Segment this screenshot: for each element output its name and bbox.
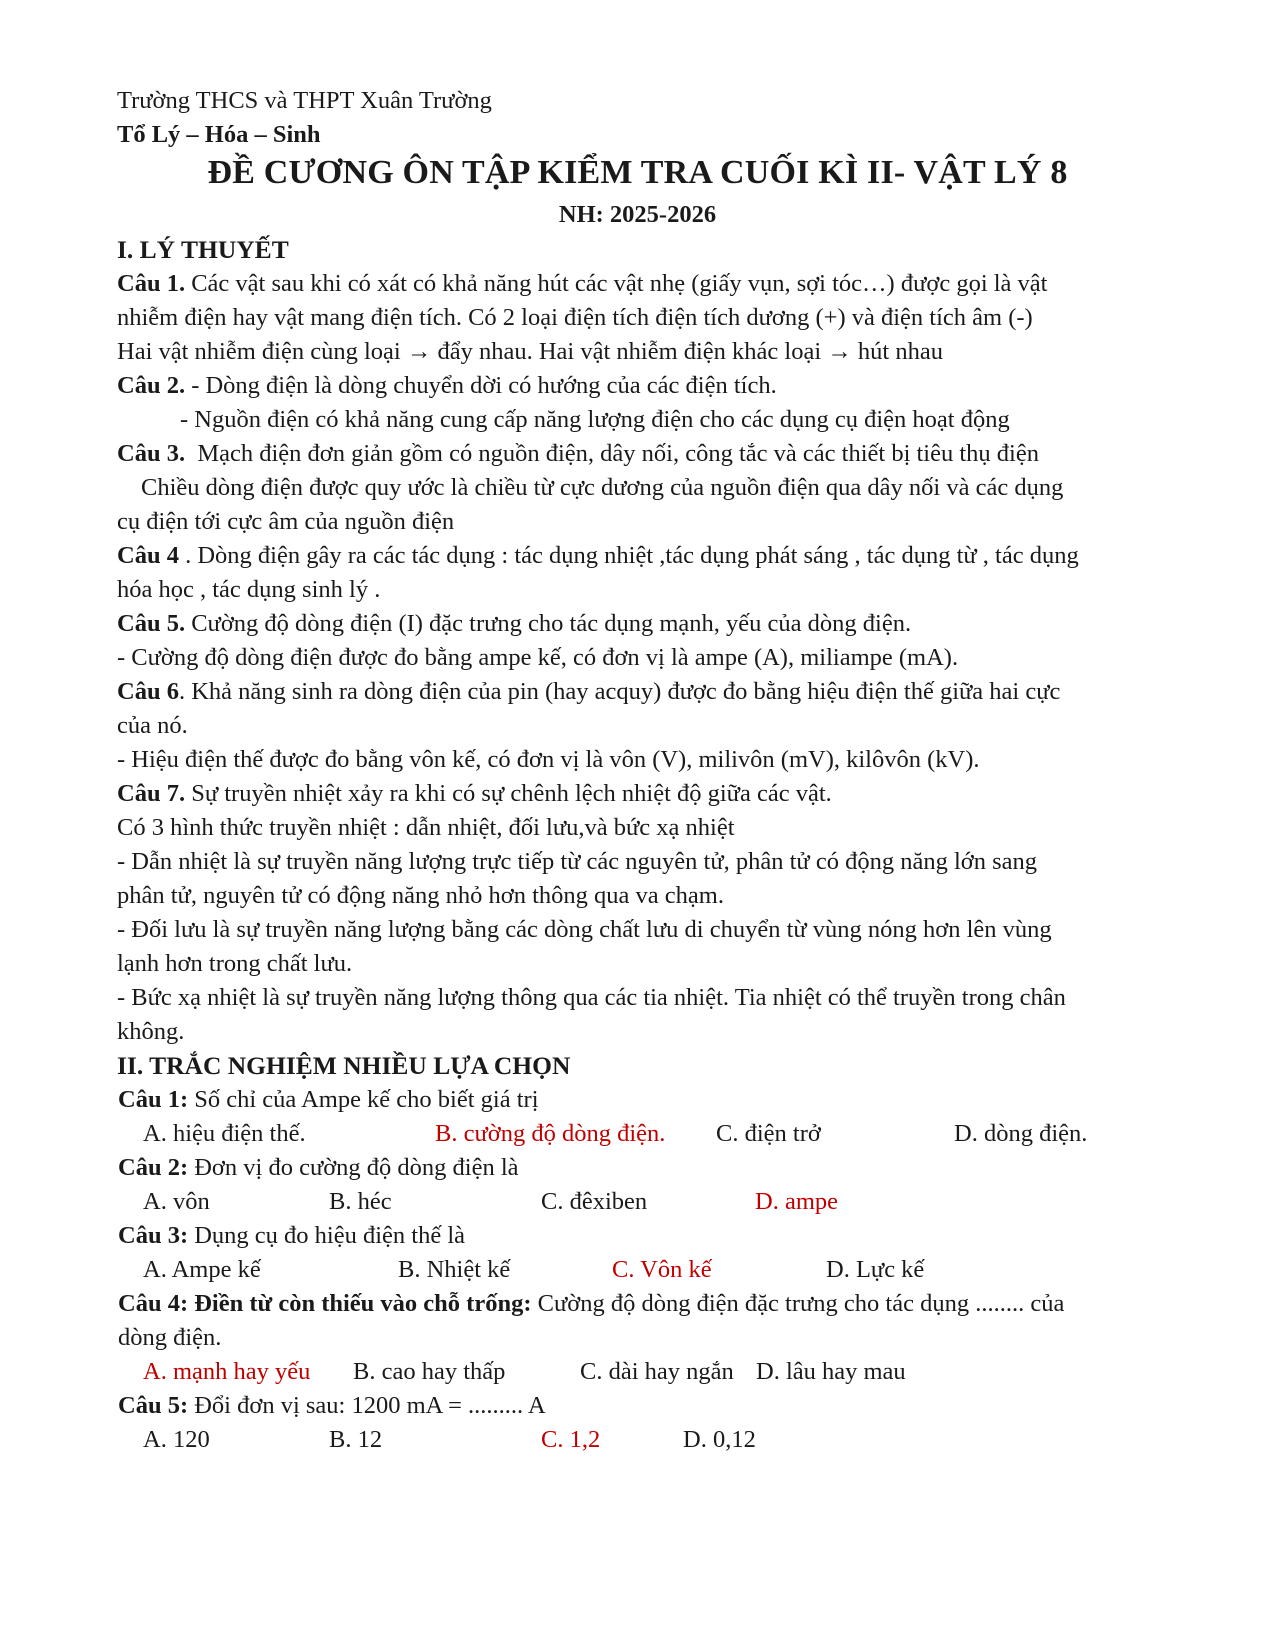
theory-q6-line2: của nó. <box>117 712 188 739</box>
quiz-q2-option-c: C. đêxiben <box>541 1188 648 1215</box>
theory-q1-line3: Hai vật nhiễm điện cùng loại → đẩy nhau. Hai vật nhiễm điện khác loại → hút nhau <box>117 338 943 365</box>
theory-q2-text: - Dòng điện là dòng chuyển dời có hướng của các điện tích. <box>185 372 777 399</box>
quiz-q4-stem <box>118 1287 1178 1321</box>
theory-q2-label: Câu 2. <box>117 372 186 399</box>
theory-q1-line1 <box>117 267 1177 301</box>
quiz-q5-option-a: A. 120 <box>143 1426 210 1453</box>
theory-q2-line2: - Nguồn điện có khả năng cung cấp năng lượng điện cho các dụng cụ điện hoạt động <box>180 406 1010 433</box>
theory-q3-line1 <box>117 437 1177 471</box>
theory-q7-line6: lạnh hơn trong chất lưu. <box>117 950 353 977</box>
department-name: Tổ Lý – Hóa – Sinh <box>117 121 321 148</box>
quiz-q2-option-a: A. vôn <box>143 1188 210 1215</box>
quiz-q1-label: Câu 1: <box>118 1086 189 1113</box>
theory-q6-line3: - Hiệu điện thế được đo bằng vôn kế, có đơn vị là vôn (V), milivôn (mV), kilôvôn (kV). <box>117 746 980 773</box>
quiz-q4-instruction: Điền từ còn thiếu vào chỗ trống: <box>188 1290 532 1317</box>
theory-q1-text: Các vật sau khi có xát có khả năng hút các vật nhẹ (giấy vụn, sợi tóc…) được gọi là vật <box>185 270 1048 297</box>
quiz-q1-stem <box>118 1083 1178 1117</box>
theory-q4-line2: hóa học , tác dụng sinh lý . <box>117 576 381 603</box>
quiz-q5-label: Câu 5: <box>118 1392 189 1419</box>
quiz-q4-stem-line2: dòng điện. <box>118 1324 222 1351</box>
quiz-q1-option-b: B. cường độ dòng điện. <box>435 1120 666 1147</box>
quiz-q1-option-c: C. điện trở <box>716 1120 821 1147</box>
theory-q7-line4: phân tử, nguyên tử có động năng nhỏ hơn thông qua va chạm. <box>117 882 724 909</box>
quiz-q1-text: Số chỉ của Ampe kế cho biết giá trị <box>188 1086 539 1113</box>
quiz-q2-label: Câu 2: <box>118 1154 189 1181</box>
school-year: NH: 2025-2026 <box>558 201 717 228</box>
theory-q3-text: Mạch điện đơn giản gồm có nguồn điện, dây nối, công tắc và các thiết bị tiêu thụ điện <box>185 440 1039 467</box>
theory-q7-line1 <box>117 777 1177 811</box>
quiz-q2-option-b: B. héc <box>329 1188 392 1215</box>
theory-q7-text: Sự truyền nhiệt xảy ra khi có sự chênh lệch nhiệt độ giữa các vật. <box>185 780 832 807</box>
quiz-q4-option-c: C. dài hay ngắn <box>580 1358 734 1385</box>
theory-q7-line7: - Bức xạ nhiệt là sự truyền năng lượng thông qua các tia nhiệt. Tia nhiệt có thể truyền trong chân <box>117 984 1066 1011</box>
theory-q7-line2: Có 3 hình thức truyền nhiệt : dẫn nhiệt, đối lưu,và bức xạ nhiệt <box>117 814 735 841</box>
quiz-q3-option-a: A. Ampe kế <box>143 1256 261 1283</box>
quiz-q4-option-a: A. mạnh hay yếu <box>143 1358 311 1385</box>
quiz-q5-option-b: B. 12 <box>329 1426 383 1453</box>
quiz-q5-option-d: D. 0,12 <box>683 1426 756 1453</box>
theory-q7-line8: không. <box>117 1018 185 1045</box>
quiz-q1-option-a: A. hiệu điện thế. <box>143 1120 306 1147</box>
quiz-q5-option-c: C. 1,2 <box>541 1426 601 1453</box>
theory-q4-line1 <box>117 539 1177 573</box>
theory-q4-label: Câu 4 <box>117 542 179 569</box>
theory-q1-line2: nhiễm điện hay vật mang điện tích. Có 2 loại điện tích điện tích dương (+) và điện tích âm (-) <box>117 304 1033 331</box>
theory-q7-line3: - Dẫn nhiệt là sự truyền năng lượng trực tiếp từ các nguyên tử, phân tử có động năng lớn sang <box>117 848 1037 875</box>
quiz-q4-label: Câu 4: <box>118 1290 189 1317</box>
theory-q5-label: Câu 5. <box>117 610 186 637</box>
quiz-heading: II. TRẮC NGHIỆM NHIỀU LỰA CHỌN <box>117 1051 571 1080</box>
school-name: Trường THCS và THPT Xuân Trường <box>117 87 492 114</box>
quiz-q4-text: Cường độ dòng điện đặc trưng cho tác dụng ........ của <box>531 1290 1065 1317</box>
theory-q3-line2: Chiều dòng điện được quy ước là chiều từ cực dương của nguồn điện qua dây nối và các dụng <box>141 474 1064 501</box>
quiz-q3-option-c: C. Vôn kế <box>612 1256 712 1283</box>
theory-q4-text: . Dòng điện gây ra các tác dụng : tác dụng nhiệt ,tác dụng phát sáng , tác dụng từ , tác dụng <box>178 542 1079 569</box>
quiz-q5-stem <box>118 1389 1178 1423</box>
theory-heading: I. LÝ THUYẾT <box>117 235 289 264</box>
theory-q2-line1 <box>117 369 1177 403</box>
quiz-q1-option-d: D. dòng điện. <box>954 1120 1088 1147</box>
quiz-q5-text: Đổi đơn vị sau: 1200 mA = ......... A <box>188 1392 546 1419</box>
quiz-q3-stem <box>118 1219 1178 1253</box>
quiz-q2-stem <box>118 1151 1178 1185</box>
quiz-q2-text: Đơn vị đo cường độ dòng điện là <box>188 1154 519 1181</box>
theory-q5-text: Cường độ dòng điện (I) đặc trưng cho tác dụng mạnh, yếu của dòng điện. <box>185 610 912 637</box>
theory-q6-line1 <box>117 675 1177 709</box>
quiz-q4-option-b: B. cao hay thấp <box>353 1358 506 1385</box>
page-title: ĐỀ CƯƠNG ÔN TẬP KIỂM TRA CUỐI KÌ II- VẬT LÝ 8 <box>207 154 1068 191</box>
quiz-q4-option-d: D. lâu hay mau <box>756 1358 906 1385</box>
theory-q1-label: Câu 1. <box>117 270 186 297</box>
theory-q7-line5: - Đối lưu là sự truyền năng lượng bằng các dòng chất lưu di chuyển từ vùng nóng hơn lên vùng <box>117 916 1052 943</box>
theory-q6-label: Câu 6 <box>117 678 179 705</box>
quiz-q3-option-b: B. Nhiệt kế <box>398 1256 511 1283</box>
theory-q7-label: Câu 7. <box>117 780 186 807</box>
theory-q6-text: . Khả năng sinh ra dòng điện của pin (hay acquy) được đo bằng hiệu điện thế giữa hai cực <box>178 678 1061 705</box>
quiz-q3-text: Dụng cụ đo hiệu điện thế là <box>188 1222 466 1249</box>
quiz-q3-label: Câu 3: <box>118 1222 189 1249</box>
quiz-q3-option-d: D. Lực kế <box>826 1256 925 1283</box>
theory-q5-line2: - Cường độ dòng điện được đo bằng ampe kế, có đơn vị là ampe (A), miliampe (mA). <box>117 644 959 671</box>
theory-q5-line1 <box>117 607 1177 641</box>
theory-q3-label: Câu 3. <box>117 440 186 467</box>
theory-q3-line3: cụ điện tới cực âm của nguồn điện <box>117 508 455 535</box>
quiz-q2-option-d: D. ampe <box>755 1188 838 1215</box>
